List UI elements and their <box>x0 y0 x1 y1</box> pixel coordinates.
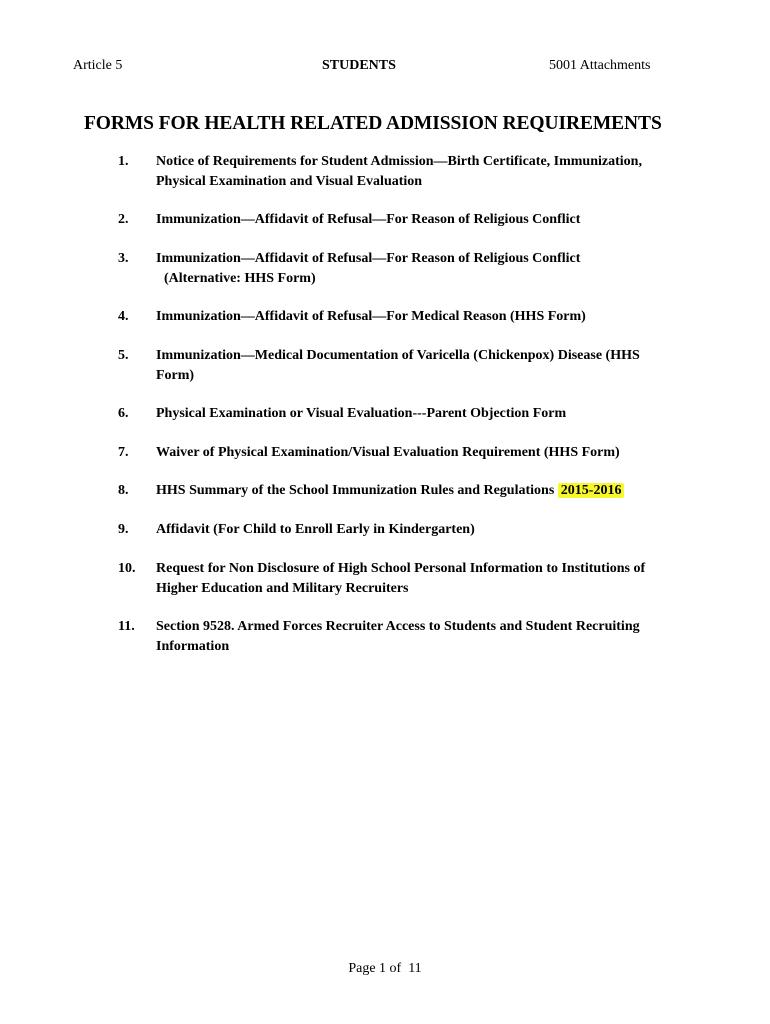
item-number: 1. <box>118 154 129 169</box>
item-line: Affidavit (For Child to Enroll Early in Kindergarten) <box>156 522 475 537</box>
item-line <box>156 481 696 501</box>
header-article: Article 5 <box>73 58 123 73</box>
header-attachments: 5001 Attachments <box>549 58 651 73</box>
page-title: FORMS FOR HEALTH RELATED ADMISSION REQUIREMENTS <box>84 113 662 134</box>
item-line: Immunization—Affidavit of Refusal—For Medical Reason (HHS Form) <box>156 309 586 324</box>
item-line: Information <box>156 638 230 654</box>
item-number: 10. <box>118 561 136 576</box>
item-line: Immunization—Affidavit of Refusal—For Reason of Religious Conflict <box>156 251 581 266</box>
header-section-title: STUDENTS <box>322 58 396 73</box>
item-text <box>156 249 696 288</box>
item-line: Immunization—Medical Documentation of Varicella (Chickenpox) Disease (HHS <box>156 348 640 363</box>
item-line: Form) <box>156 367 195 383</box>
item-line: Immunization—Affidavit of Refusal—For Reason of Religious Conflict <box>156 212 581 227</box>
item-text <box>156 617 696 656</box>
item-line: Physical Examination and Visual Evaluation <box>156 173 423 189</box>
item-text <box>156 404 696 424</box>
item-text <box>156 443 696 463</box>
item-text <box>156 481 696 501</box>
page-number: Page 1 of 11 <box>348 961 422 976</box>
item-line: Higher Education and Military Recruiters <box>156 580 409 596</box>
item-line: (Alternative: HHS Form) <box>164 270 316 286</box>
item-line: Request for Non Disclosure of High School Personal Information to Institutions of <box>156 561 646 576</box>
item-line: Notice of Requirements for Student Admission—Birth Certificate, Immunization, <box>156 154 642 169</box>
item-number: 6. <box>118 406 129 421</box>
item-line: Section 9528. Armed Forces Recruiter Access to Students and Student Recruiting <box>156 619 640 634</box>
item-number: 11. <box>118 619 135 634</box>
item-number: 7. <box>118 445 129 460</box>
item-text <box>156 210 696 230</box>
item-line-text: HHS Summary of the School Immunization Rules and Regulations <box>156 483 555 498</box>
item-number: 3. <box>118 251 129 266</box>
item-text <box>156 346 696 385</box>
item-text <box>156 559 696 598</box>
item-text <box>156 307 696 327</box>
item-number: 4. <box>118 309 129 324</box>
year-highlight: 2015-2016 <box>558 483 625 498</box>
item-number: 9. <box>118 522 129 537</box>
item-text <box>156 520 696 540</box>
item-line: Waiver of Physical Examination/Visual Evaluation Requirement (HHS Form) <box>156 445 620 460</box>
item-text <box>156 152 696 191</box>
page-footer <box>0 961 770 977</box>
item-line: Physical Examination or Visual Evaluation---Parent Objection Form <box>156 406 567 421</box>
item-number: 8. <box>118 483 129 498</box>
item-number: 2. <box>118 212 129 227</box>
item-number: 5. <box>118 348 129 363</box>
